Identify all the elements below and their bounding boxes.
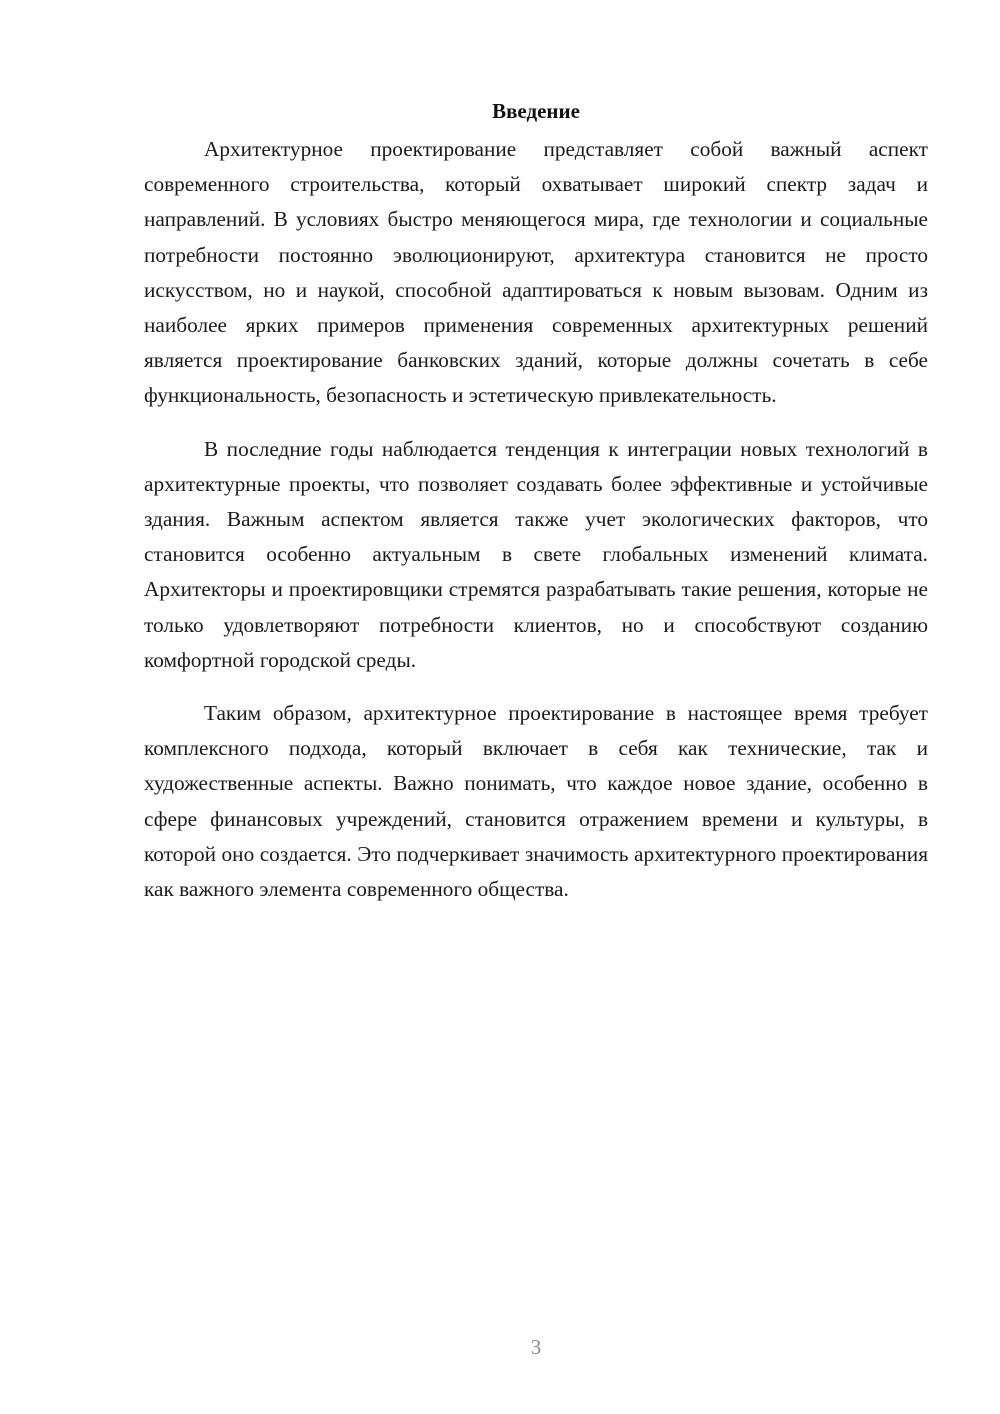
paragraph-3: Таким образом, архитектурное проектирование в настоящее время требует комплексного подхода, который включает в себя как технические, так и художественные аспекты. Важно понимать, что каждое новое здание, особенно в сфере финансовых учреждений, становится отражением времени и культуры, в которой оно создается. Это подчеркивает значимость архитектурного проектирования как важного элемента современного общества. [144, 701, 928, 902]
paragraph-2: В последние годы наблюдается тенденция к интеграции новых технологий в архитектурные проекты, что позволяет создавать более эффективные и устойчивые здания. Важным аспектом является также учет экологических факторов, что становится особенно актуальным в свете глобальных изменений климата. Архитекторы и проектировщики стремятся разрабатывать такие решения, которые не только удовлетворяют потребности клиентов, но и способствуют созданию комфортной городской среды. [144, 436, 928, 672]
section-heading: Введение [492, 99, 580, 123]
paragraph-1: Архитектурное проектирование представляет собой важный аспект современного строительства, который охватывает широкий спектр задач и направлений. В условиях быстро меняющегося мира, где технологии и социальные потребности постоянно эволюционируют, архитектура становится не просто искусством, но и наукой, способной адаптироваться к новым вызовам. Одним из наиболее ярких примеров применения современных архитектурных решений является проектирование банковских зданий, которые должны сочетать в себе функциональность, безопасность и эстетическую привлекательность. [144, 137, 928, 408]
page-number: 3 [530, 1335, 542, 1359]
page-content [144, 96, 928, 925]
